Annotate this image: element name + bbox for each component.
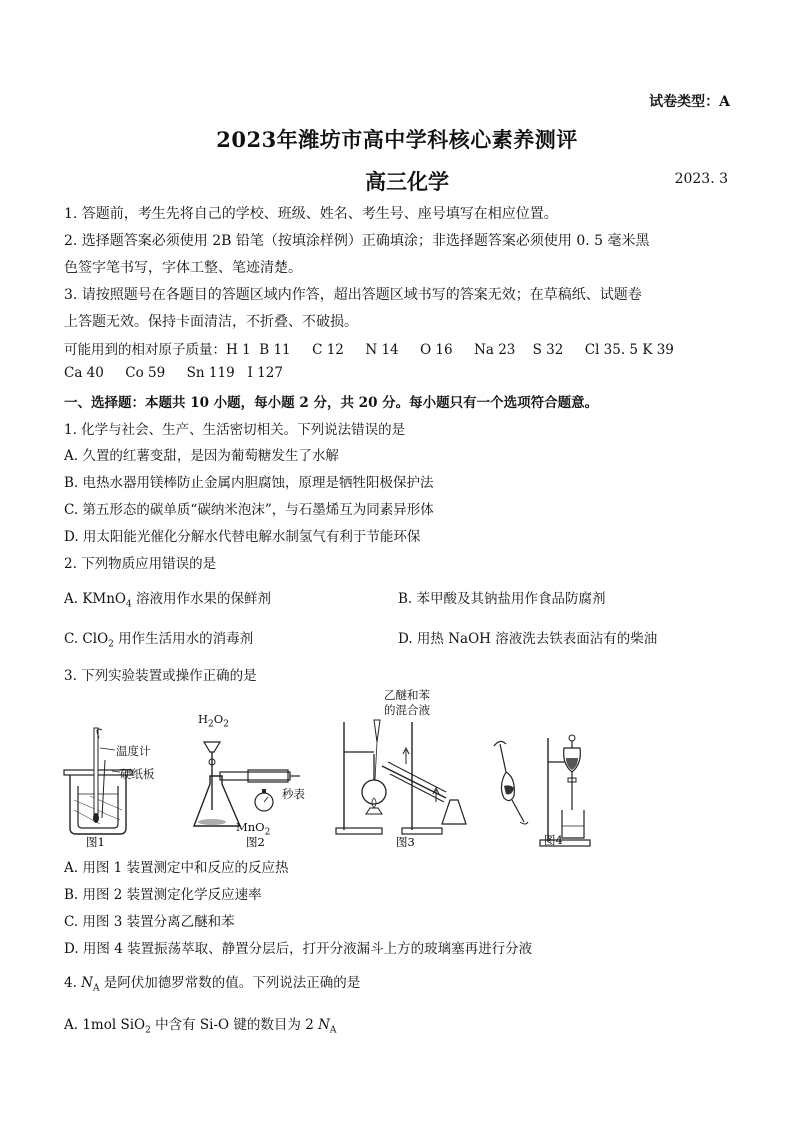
q2-option-d: D. 用热 NaOH 溶液洗去铁表面沾有的柴油	[398, 631, 658, 647]
mno2-label: MnO$_2$	[236, 820, 271, 838]
paper-type: 试卷类型：A	[649, 94, 730, 110]
exam-date: 2023. 3	[674, 171, 728, 187]
subject-title: 高三化学	[365, 169, 449, 194]
h2o2-label: $H_2O_2$	[198, 712, 229, 730]
atomic-mass-line1: 可能用到的相对原子质量：H 1 B 11 C 12 N 14 O 16 Na 23 S 32 Cl 35. 5 K 39	[64, 342, 674, 358]
q2-option-a: A. KMnO$_4$ 溶液用作水果的保鲜剂	[64, 591, 272, 610]
section-heading: 一、选择题：本题共 10 小题，每小题 2 分，共 20 分。每小题只有一个选项符合题意。	[64, 395, 599, 411]
figure-1-drawing	[60, 700, 172, 852]
q4-stem: 4. $N_A$ 是阿伏加德罗常数的值。下列说法正确的是	[64, 975, 361, 994]
q2-option-b: B. 苯甲酸及其钠盐用作食品防腐剂	[398, 591, 606, 607]
thermometer-label: 温度计	[116, 744, 151, 758]
q4-option-a: A. 1mol SiO$_2$ 中含有 Si-O 键的数目为 2 $N_A$	[64, 1017, 337, 1036]
q3-option-a: A. 用图 1 装置测定中和反应的反应热	[64, 860, 289, 876]
mixture-label-line2: 的混合液	[384, 703, 430, 717]
q2-option-c: C. ClO$_2$ 用作生活用水的消毒剂	[64, 631, 254, 650]
figure-3	[334, 682, 484, 852]
figure-1-label: 图1	[86, 835, 105, 849]
figure-2-label: 图2	[246, 835, 265, 849]
instruction-3-line2: 上答题无效。保持卡面清洁，不折叠、不破损。	[64, 314, 358, 330]
instruction-3-line1: 3. 请按照题号在各题目的答题区域内作答，超出答题区域书写的答案无效；在草稿纸、试题卷	[64, 287, 642, 303]
q1-stem: 1. 化学与社会、生产、生活密切相关。下列说法错误的是	[64, 422, 406, 438]
instruction-1: 1. 答题前，考生先将自己的学校、班级、姓名、考生号、座号填写在相应位置。	[64, 206, 558, 222]
cardboard-label: 硬纸板	[120, 767, 155, 781]
q1-option-c: C. 第五形态的碳单质“碳纳米泡沫”，与石墨烯互为同素异形体	[64, 502, 434, 518]
q3-option-d: D. 用图 4 装置振荡萃取、静置分层后，打开分液漏斗上方的玻璃塞再进行分液	[64, 941, 533, 957]
q3-stem: 3. 下列实验装置或操作正确的是	[64, 668, 257, 684]
instruction-2-line2: 色签字笔书写，字体工整、笔迹清楚。	[64, 260, 302, 276]
figure-3-label: 图3	[396, 835, 415, 849]
q1-option-a: A. 久置的红薯变甜，是因为葡萄糖发生了水解	[64, 448, 339, 464]
q1-option-b: B. 电热水器用镁棒防止金属内胆腐蚀，原理是牺牲阳极保护法	[64, 475, 434, 491]
q1-option-d: D. 用太阳能光催化分解水代替电解水制氢气有利于节能环保	[64, 529, 421, 545]
q2-stem: 2. 下列物质应用错误的是	[64, 556, 217, 572]
figure-4-label: 图4	[544, 833, 563, 847]
figure-1	[60, 700, 172, 852]
instruction-2-line1: 2. 选择题答案必须使用 2B 铅笔（按填涂样例）正确填涂；非选择题答案必须使用 0. 5 毫米黑	[64, 233, 650, 249]
mixture-label-line1: 乙醚和苯	[384, 688, 430, 702]
timer-label: 秒表	[282, 787, 305, 801]
q3-option-c: C. 用图 3 装置分离乙醚和苯	[64, 914, 235, 930]
figure-2	[192, 700, 312, 852]
q3-option-b: B. 用图 2 装置测定化学反应速率	[64, 887, 262, 903]
atomic-mass-line2: Ca 40 Co 59 Sn 119 I 127	[64, 365, 283, 381]
figure-4	[490, 730, 600, 852]
page-title: 2023年潍坊市高中学科核心素养测评	[216, 127, 578, 152]
